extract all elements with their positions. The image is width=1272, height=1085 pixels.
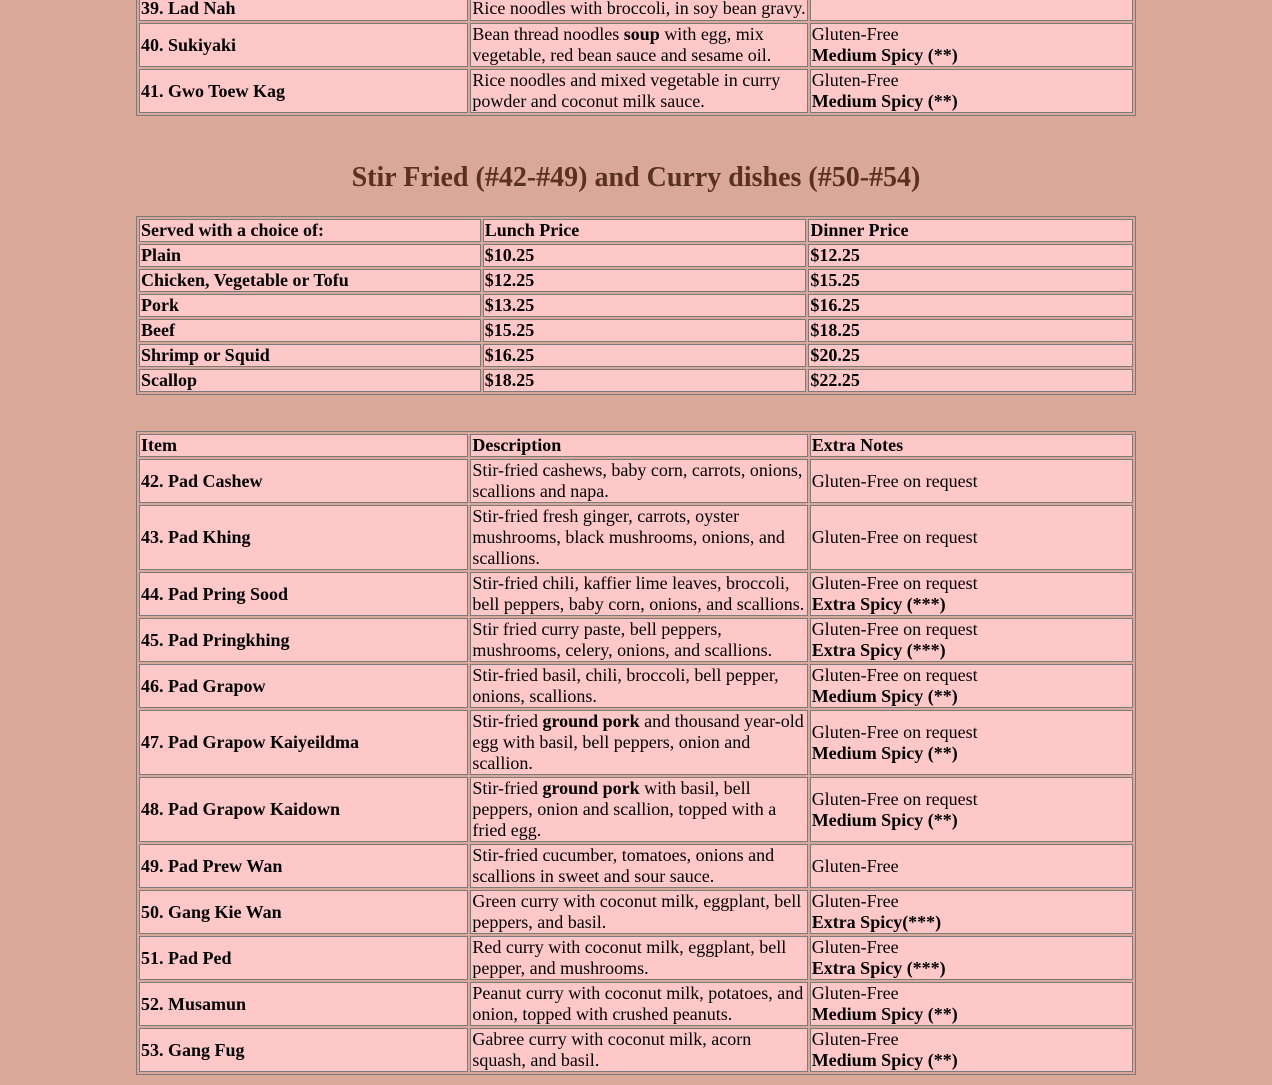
item-notes: Gluten-Free on request [810,505,1133,570]
dinner-price: $18.25 [808,319,1133,342]
price-choice: Plain [139,244,481,267]
price-choice: Scallop [139,369,481,392]
column-header: Served with a choice of: [139,219,481,242]
spice-level: Medium Spicy (**) [811,1050,958,1070]
table-row [139,777,1133,842]
table-row [139,23,1133,67]
item-name: 46. Pad Grapow [139,664,468,708]
item-notes: Gluten-Free on request Medium Spicy (**) [810,710,1133,775]
item-notes [810,0,1133,21]
dinner-price: $12.25 [808,244,1133,267]
item-notes: Gluten-Free on request [810,459,1133,503]
item-notes: Gluten-Free on request Medium Spicy (**) [810,777,1133,842]
dinner-price: $16.25 [808,294,1133,317]
spice-level: Medium Spicy (**) [811,686,958,706]
table-row [139,890,1133,934]
item-notes: Gluten-Free Medium Spicy (**) [810,69,1133,113]
table-row [139,1028,1133,1072]
item-notes: Gluten-Free Medium Spicy (**) [810,23,1133,67]
table-row [139,982,1133,1026]
item-notes: Gluten-Free on request Extra Spicy (***) [810,618,1133,662]
noodle-table [136,0,1136,116]
item-description: Red curry with coconut milk, eggplant, bell pepper, and mushrooms. [470,936,807,980]
lunch-price: $10.25 [483,244,807,267]
spice-level: Medium Spicy (**) [811,809,958,830]
price-choice: Shrimp or Squid [139,344,481,367]
item-name: 43. Pad Khing [139,505,468,570]
item-notes: Gluten-Free Medium Spicy (**) [810,1028,1133,1072]
lunch-price: $18.25 [483,369,807,392]
item-name: 51. Pad Ped [139,936,468,980]
column-header: Item [139,434,468,457]
price-table [136,216,1136,395]
item-description: Bean thread noodles soup with egg, mix vegetable, red bean sauce and sesame oil. [470,23,807,67]
item-name: 45. Pad Pringkhing [139,618,468,662]
item-notes: Gluten-Free on request Extra Spicy (***) [810,572,1133,616]
dinner-price: $20.25 [808,344,1133,367]
table-row [139,269,1133,292]
item-name: 39. Lad Nah [139,0,468,21]
menu-table [136,431,1136,1075]
table-row [139,844,1133,888]
item-description: Green curry with coconut milk, eggplant, bell peppers, and basil. [470,890,807,934]
column-header: Description [470,434,807,457]
column-header: Lunch Price [483,219,807,242]
item-description: Stir-fried chili, kaffier lime leaves, broccoli, bell peppers, baby corn, onions, and scallions. [470,572,807,616]
lunch-price: $15.25 [483,319,807,342]
item-description: Gabree curry with coconut milk, acorn squash, and basil. [470,1028,807,1072]
spice-level: Extra Spicy (***) [811,640,946,660]
item-name: 41. Gwo Toew Kag [139,69,468,113]
item-name: 48. Pad Grapow Kaidown [139,777,468,842]
lunch-price: $13.25 [483,294,807,317]
price-choice: Beef [139,319,481,342]
price-choice: Chicken, Vegetable or Tofu [139,269,481,292]
table-row [139,369,1133,392]
item-name: 44. Pad Pring Sood [139,572,468,616]
section-heading: Stir Fried (#42-#49) and Curry dishes (#50-#54) [351,162,921,193]
table-row [139,618,1133,662]
dinner-price: $22.25 [808,369,1133,392]
dinner-price: $15.25 [808,269,1133,292]
table-header-row [139,219,1133,242]
item-notes: Gluten-Free Extra Spicy(***) [810,890,1133,934]
item-name: 40. Sukiyaki [139,23,468,67]
item-description: Stir-fried fresh ginger, carrots, oyster mushrooms, black mushrooms, onions, and scallions. [470,505,807,570]
price-choice: Pork [139,294,481,317]
lunch-price: $12.25 [483,269,807,292]
spice-level: Medium Spicy (**) [811,742,958,763]
spice-level: Extra Spicy (***) [811,958,946,978]
item-notes: Gluten-Free [810,844,1133,888]
table-row [139,710,1133,775]
table-row [139,459,1133,503]
table-row [139,572,1133,616]
item-description: Stir-fried ground pork with basil, bell peppers, onion and scallion, topped with a fried egg. [470,777,807,842]
item-description: Rice noodles and mixed vegetable in curry powder and coconut milk sauce. [470,69,807,113]
table-row [139,344,1133,367]
spice-level: Medium Spicy (**) [811,1004,958,1024]
item-name: 50. Gang Kie Wan [139,890,468,934]
column-header: Dinner Price [808,219,1133,242]
item-name: 49. Pad Prew Wan [139,844,468,888]
item-notes: Gluten-Free Medium Spicy (**) [810,982,1133,1026]
table-row [139,69,1133,113]
column-header: Extra Notes [810,434,1133,457]
item-name: 47. Pad Grapow Kaiyeildma [139,710,468,775]
table-row [139,244,1133,267]
table-row [139,0,1133,21]
item-description: Stir fried curry paste, bell peppers, mushrooms, celery, onions, and scallions. [470,618,807,662]
table-row [139,664,1133,708]
item-notes: Gluten-Free on request Medium Spicy (**) [810,664,1133,708]
table-row [139,319,1133,342]
item-name: 52. Musamun [139,982,468,1026]
item-description: Stir-fried ground pork and thousand year-old egg with basil, bell peppers, onion and scallion. [470,710,807,775]
item-notes: Gluten-Free Extra Spicy (***) [810,936,1133,980]
item-description: Rice noodles with broccoli, in soy bean gravy. [470,0,807,21]
item-description: Stir-fried cucumber, tomatoes, onions and scallions in sweet and sour sauce. [470,844,807,888]
table-header-row [139,434,1133,457]
item-description: Peanut curry with coconut milk, potatoes, and onion, topped with crushed peanuts. [470,982,807,1026]
table-row [139,294,1133,317]
table-row [139,936,1133,980]
item-name: 53. Gang Fug [139,1028,468,1072]
spice-level: Extra Spicy(***) [811,912,942,932]
table-row [139,505,1133,570]
item-description: Stir-fried cashews, baby corn, carrots, onions, scallions and napa. [470,459,807,503]
lunch-price: $16.25 [483,344,807,367]
item-name: 42. Pad Cashew [139,459,468,503]
item-description: Stir-fried basil, chili, broccoli, bell pepper, onions, scallions. [470,664,807,708]
spice-level: Extra Spicy (***) [811,594,946,614]
